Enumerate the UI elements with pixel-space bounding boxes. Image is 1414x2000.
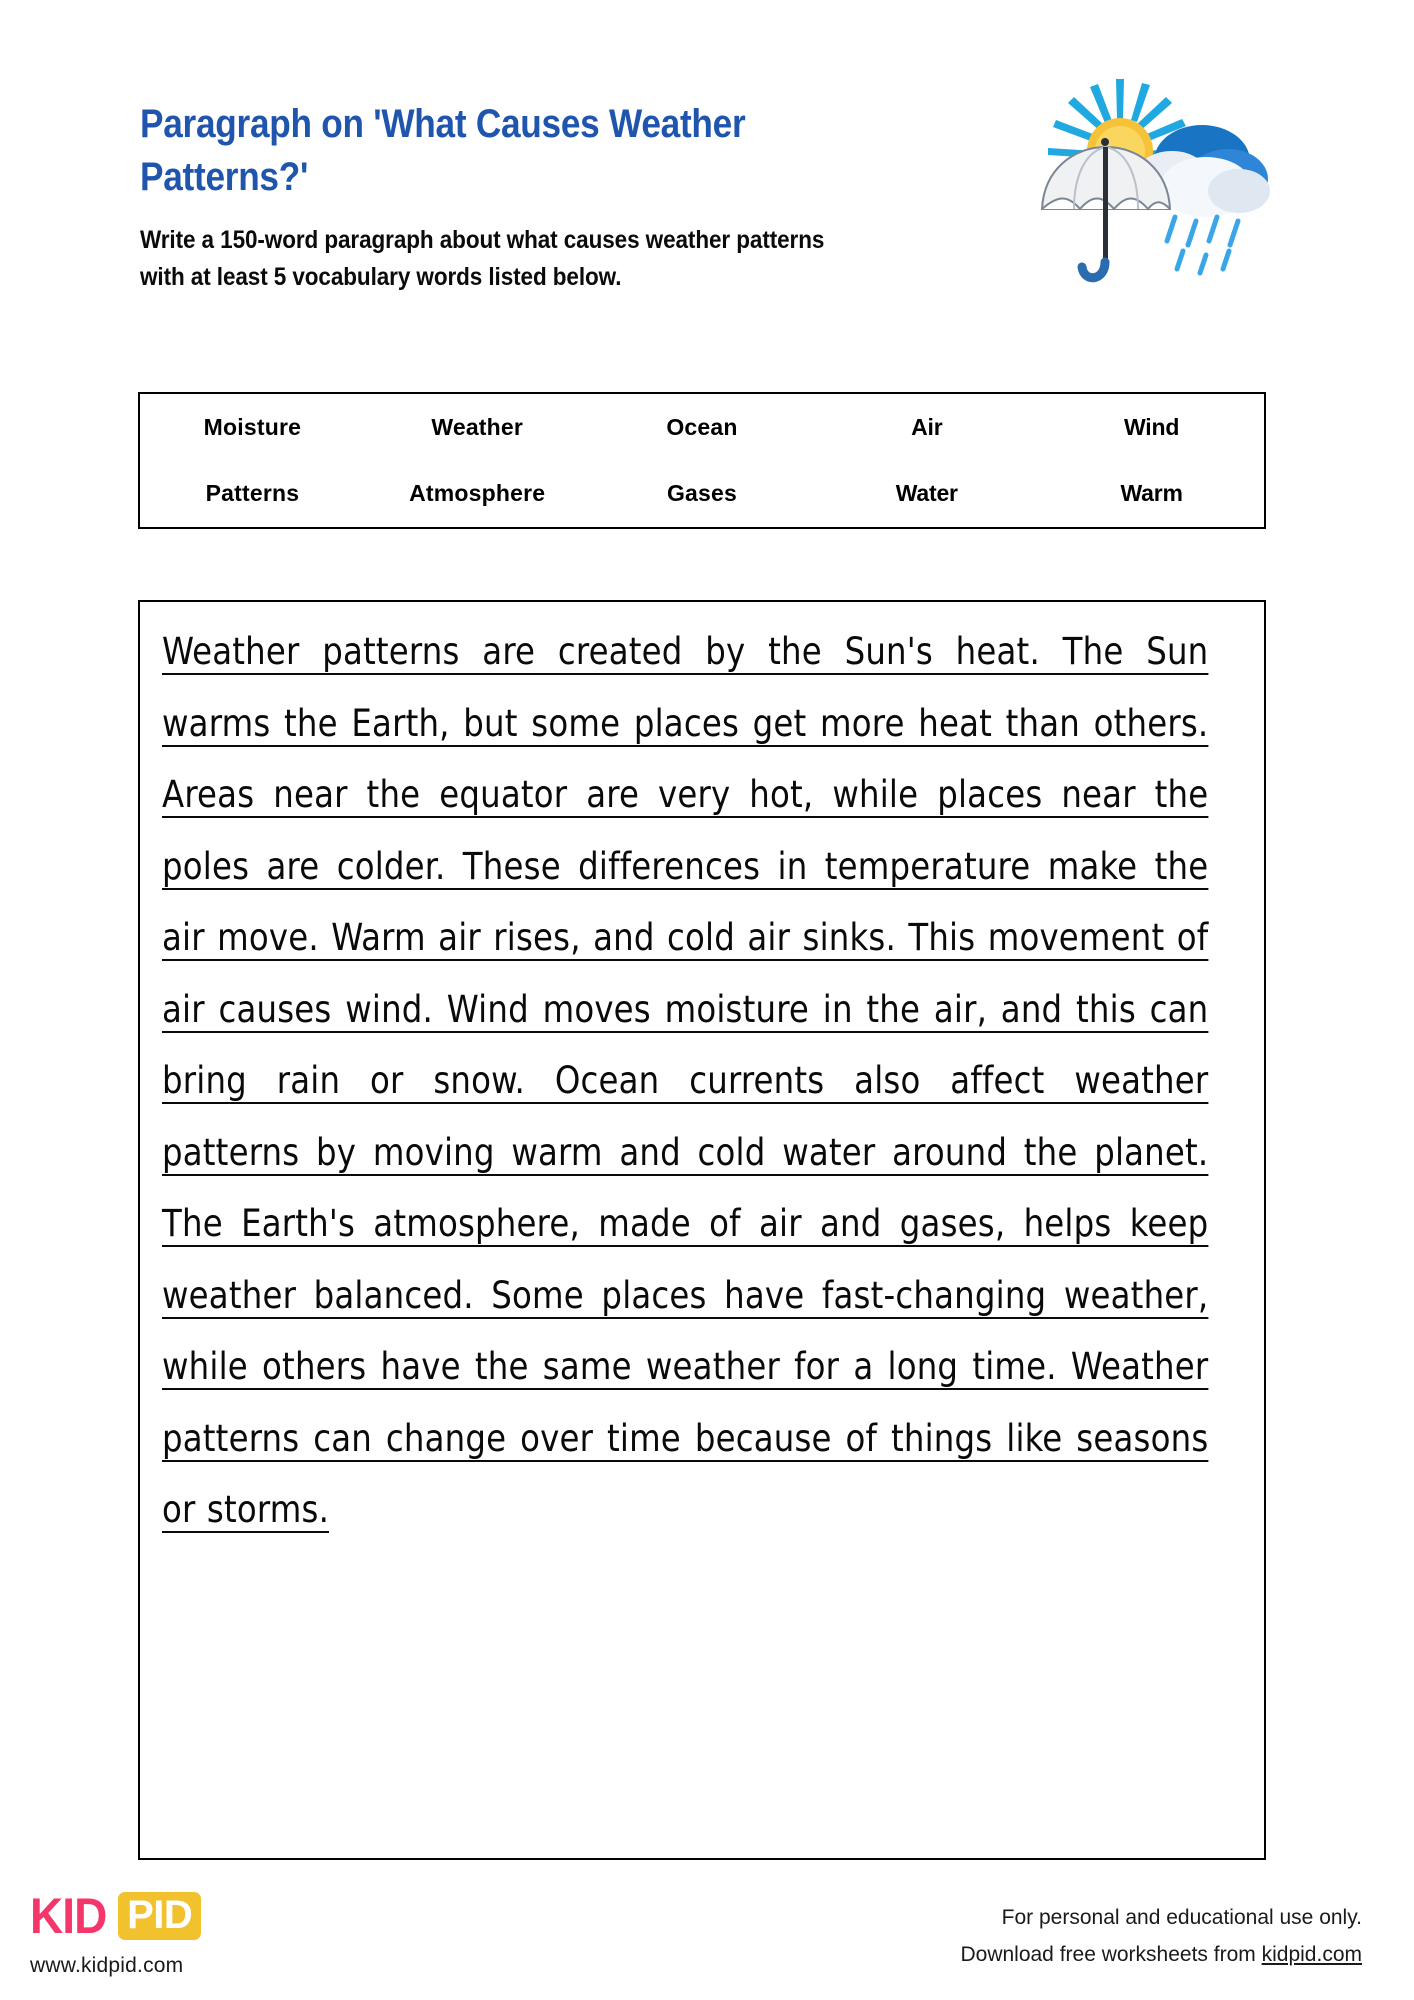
logo-website-url: www.kidpid.com bbox=[30, 1954, 184, 1977]
instructions-text: Write a 150-word paragraph about what causes weather patterns with at least 5 vocabulary words listed below. bbox=[140, 226, 825, 291]
worksheet-header bbox=[140, 98, 1040, 295]
answer-area[interactable] bbox=[138, 600, 1266, 1860]
vocabulary-word: Air bbox=[911, 413, 943, 440]
vocabulary-word: Patterns bbox=[205, 480, 300, 507]
logo-pid-badge: PID bbox=[118, 1892, 201, 1940]
logo-kid-text: KID bbox=[30, 1888, 107, 1944]
vocabulary-word: Wind bbox=[1123, 413, 1180, 440]
vocabulary-word: Moisture bbox=[203, 413, 302, 440]
sun-cloud-rain-umbrella-icon bbox=[1020, 75, 1280, 305]
vocabulary-word: Water bbox=[895, 480, 958, 507]
vocabulary-row bbox=[140, 461, 1264, 528]
vocabulary-word: Warm bbox=[1120, 480, 1183, 507]
page-title: Paragraph on 'What Causes Weather Patterns?' bbox=[140, 102, 746, 200]
vocabulary-row bbox=[140, 394, 1264, 461]
usage-notice-line-2 bbox=[960, 1937, 1362, 1974]
answer-paragraph: Weather patterns are created by the Sun's heat. The Sun warms the Earth, but some places get more heat than others. Areas near the equator are very hot, while places near the poles are colder. These differences in temperature make the air move. Warm air rises, and cold air sinks. This movement of air causes wind. Wind moves moisture in the air, and this can bring rain or snow. Ocean currents also affect weather patterns by moving warm and cold water around the planet. The Earth's atmosphere, made of air and gases, helps keep weather balanced. Some places have fast-changing weather, while others have the same weather for a long time. Weather patterns can change over time because of things like seasons or storms. bbox=[162, 629, 1209, 1531]
vocabulary-word: Gases bbox=[666, 480, 738, 507]
kidpid-link[interactable]: kidpid.com bbox=[1261, 1942, 1362, 1966]
page-footer bbox=[0, 1880, 1414, 2000]
vocabulary-word-bank bbox=[138, 392, 1266, 529]
vocabulary-word: Ocean bbox=[666, 413, 738, 440]
vocabulary-word: Weather bbox=[431, 413, 524, 440]
download-prefix-text: Download free worksheets from bbox=[960, 1942, 1262, 1966]
kidpid-logo[interactable] bbox=[30, 1888, 260, 1978]
vocabulary-word: Atmosphere bbox=[409, 480, 546, 507]
usage-notice bbox=[960, 1900, 1362, 1974]
logo-mark bbox=[30, 1888, 260, 1944]
usage-notice-line-1: For personal and educational use only. bbox=[1001, 1906, 1362, 1929]
